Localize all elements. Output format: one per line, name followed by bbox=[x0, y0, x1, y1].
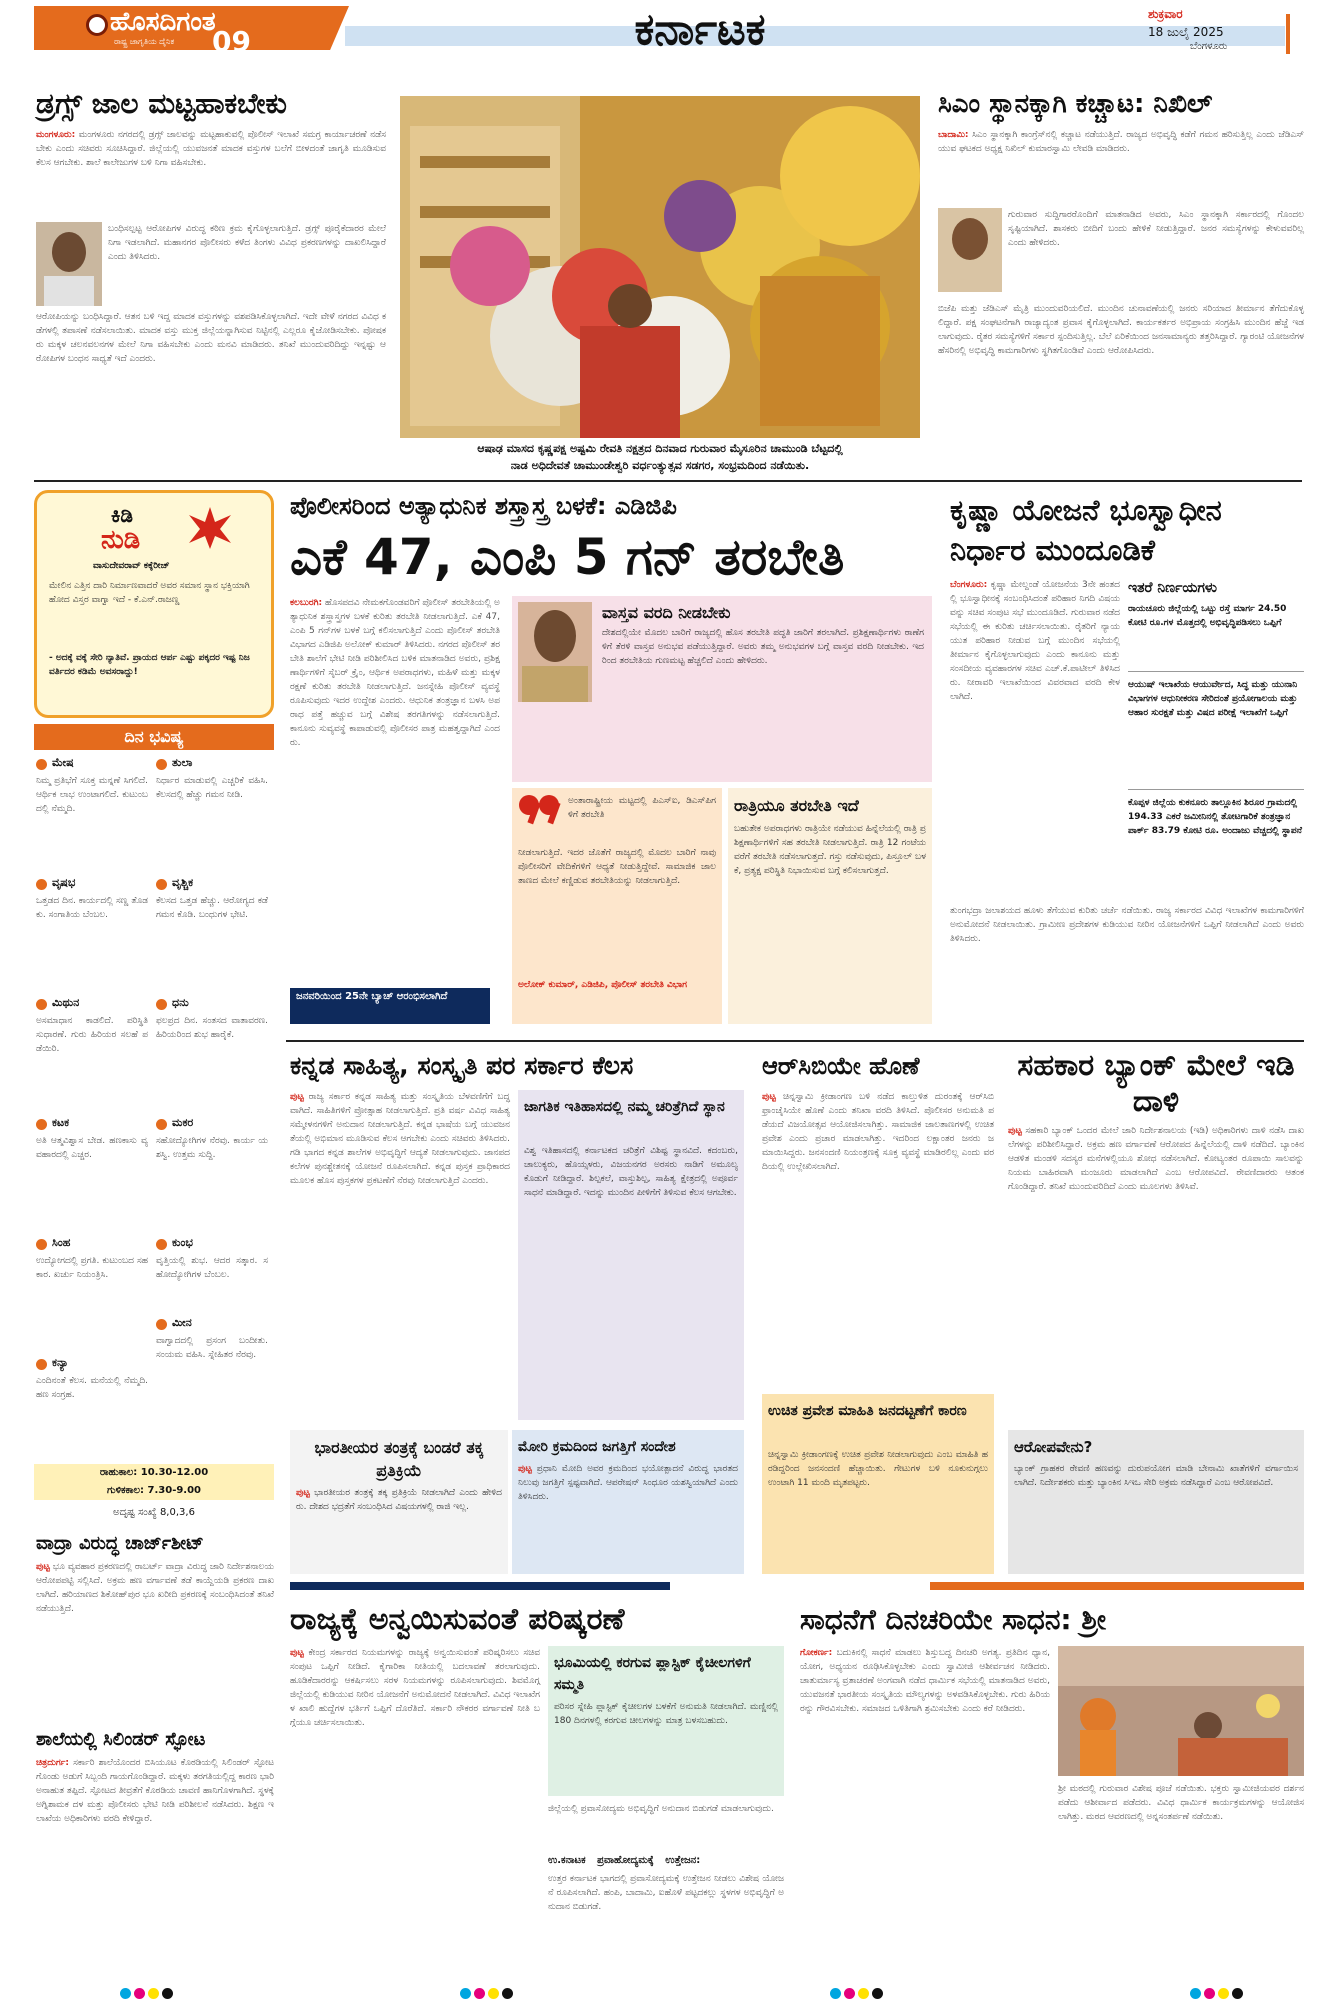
lucky-number: ಅದೃಷ್ಟ ಸಂಖ್ಯೆ 8,0,3,6 bbox=[113, 1507, 195, 1518]
ed-raid-text: ಪುಟ್ಟ ಸಹಕಾರಿ ಬ್ಯಾಂಕ್ ಒಂದರ ಮೇಲೆ ಜಾರಿ ನಿರ್ದೇಶನಾಲಯ (ಇಡಿ) ಅಧಿಕಾರಿಗಳು ದಾಳಿ ನಡೆಸಿ ದಾಖಲೆಗಳನ್ನು ಪರಿಶೀಲಿಸಿದ್ದಾರೆ. ಅಕ್ರಮ ಹಣ ವರ್ಗಾವಣೆ ಆರೋಪದ ಹಿನ್ನೆಲೆಯಲ್ಲಿ ದಾಳಿ ನಡೆದಿದೆ. ಬ್ಯಾಂಕಿನ ಆಡಳಿತ ಮಂಡಳಿ ಸದಸ್ಯರ ಮನೆಗಳಲ್ಲಿಯೂ ಶೋಧ ನಡೆಸಲಾಗಿದೆ. ಕೋಟ್ಯಂತರ ರೂಪಾಯಿ ಸಾಲವನ್ನು ನಿಯಮ ಬಾಹಿರವಾಗಿ ಮಂಜೂರು ಮಾಡಲಾಗಿದೆ ಎಂಬ ಆರೋಪವಿದೆ. ಠೇವಣಿದಾರರು ಆತಂಕಗೊಂಡಿದ್ದಾರೆ. ತನಿಖೆ ಮುಂದುವರಿದಿದೆ ಎಂದು ಮೂಲಗಳು ತಿಳಿಸಿವೆ. bbox=[1008, 1126, 1307, 1192]
sadhane-column-2: ಶ್ರೀ ಮಠದಲ್ಲಿ ಗುರುವಾರ ವಿಶೇಷ ಪೂಜೆ ನಡೆಯಿತು. ಭಕ್ತರು ಸ್ವಾಮೀಜಿಯವರ ದರ್ಶನ ಪಡೆದು ಆಶೀರ್ವಾದ ಪಡೆದರು. ವಿವಿಧ ಧಾರ್ಮಿಕ ಕಾರ್ಯಕ್ರಮಗಳನ್ನು ಆಯೋಜಿಸಲಾಗಿತ್ತು. ಮಠದ ಆವರಣದಲ್ಲಿ ಅನ್ನಸಂತರ್ಪಣೆ ನಡೆಯಿತು. bbox=[1058, 1784, 1307, 1822]
bandare-text: ಪುಟ್ಟ ಭಾರತೀಯರ ತಂತ್ರಕ್ಕೆ ತಕ್ಕ ಪ್ರತಿಕ್ರಿಯೆ ನೀಡಲಾಗಿದೆ ಎಂದು ಹೇಳಿದರು. ದೇಶದ ಭದ್ರತೆಗೆ ಸಂಬಂಧಿಸಿದ ವಿಷಯಗಳಲ್ಲಿ ರಾಜಿ ಇಲ್ಲ. bbox=[296, 1488, 502, 1512]
article-nikhil-text-mid: ಗುರುವಾರ ಸುದ್ದಿಗಾರರೊಂದಿಗೆ ಮಾತನಾಡಿದ ಅವರು, ಸಿಎಂ ಸ್ಥಾನಕ್ಕಾಗಿ ಸರ್ಕಾರದಲ್ಲಿ ಗೊಂದಲ ಸೃಷ್ಟಿಯಾಗಿದೆ. ಶಾಸಕರು ಬೀದಿಗೆ ಬಂದು ಹೇಳಿಕೆ ನೀಡುತ್ತಿದ್ದಾರೆ. ಜನರ ಸಮಸ್ಯೆಗಳನ್ನು ಕೇಳುವವರಿಲ್ಲ ಎಂದು ಹೇಳಿದರು. bbox=[1008, 210, 1307, 248]
masthead-orange-tick bbox=[1286, 14, 1290, 54]
article-nikhil-title: ಸಿಎಂ ಸ್ಥಾನಕ್ಕಾಗಿ ಕಚ್ಚಾಟ: ನಿಖಿಲ್ bbox=[938, 89, 1213, 119]
sahitya-column-1: ಪುಟ್ಟ ರಾಜ್ಯ ಸರ್ಕಾರ ಕನ್ನಡ ಸಾಹಿತ್ಯ ಮತ್ತು ಸಂಸ್ಕೃತಿಯ ಬೆಳವಣಿಗೆಗೆ ಬದ್ಧವಾಗಿದೆ. ಸಾಹಿತಿಗಳಿಗೆ ಪ್ರೋತ್ಸಾಹ ನೀಡಲಾಗುತ್ತಿದೆ. ಪ್ರತಿ ವರ್ಷ ವಿವಿಧ ಸಾಹಿತ್ಯ ಸಮ್ಮೇಳನಗಳಿಗೆ ಅನುದಾನ ನೀಡಲಾಗುತ್ತಿದೆ. ಕನ್ನಡ ಭಾಷೆಯ ಬಗ್ಗೆ ಯುವಜನತೆಯಲ್ಲಿ ಅಭಿಮಾನ ಮೂಡಿಸುವ ಕೆಲಸ ಆಗಬೇಕು ಎಂದು ಸಚಿವರು ತಿಳಿಸಿದರು. ಗಡಿ ಭಾಗದ ಕನ್ನಡ ಶಾಲೆಗಳ ಅಭಿವೃದ್ಧಿಗೆ ಆದ್ಯತೆ ನೀಡಲಾಗುವುದು. ಜಾನಪದ ಕಲೆಗಳ ಪುನಶ್ಚೇತನಕ್ಕೆ ಯೋಜನೆ ರೂಪಿಸಲಾಗಿದೆ. ಕನ್ನಡ ಪುಸ್ತಕ ಪ್ರಾಧಿಕಾರದ ಮೂಲಕ ಹೊಸ ಪುಸ್ತಕಗಳ ಪ್ರಕಟಣೆಗೆ ನೆರವು ನೀಡಲಾಗುತ್ತಿದೆ ಎಂದರು. bbox=[290, 1092, 513, 1186]
rcb-text: ಪುಟ್ಟ ಚಿನ್ನಸ್ವಾಮಿ ಕ್ರೀಡಾಂಗಣ ಬಳಿ ನಡೆದ ಕಾಲ್ತುಳಿತ ದುರಂತಕ್ಕೆ ಆರ್‌ಸಿಬಿ ಫ್ರಾಂಚೈಸಿಯೇ ಹೊಣೆ ಎಂದು ತನಿಖಾ ವರದಿ ತಿಳಿಸಿದೆ. ಪೊಲೀಸರ ಅನುಮತಿ ಪಡೆಯದೆ ವಿಜಯೋತ್ಸವ ಆಯೋಜಿಸಲಾಗಿತ್ತು. ಸಾಮಾಜಿಕ ಜಾಲತಾಣಗಳಲ್ಲಿ ಉಚಿತ ಪ್ರವೇಶ ಎಂದು ಪ್ರಚಾರ ಮಾಡಲಾಗಿತ್ತು. ಇದರಿಂದ ಲಕ್ಷಾಂತರ ಜನರು ಜಮಾಯಿಸಿದ್ದರು. ಜನಸಂದಣಿ ನಿಯಂತ್ರಣಕ್ಕೆ ಸೂಕ್ತ ವ್ಯವಸ್ಥೆ ಮಾಡಿರಲಿಲ್ಲ ಎಂದು ವರದಿಯಲ್ಲಿ ಉಲ್ಲೇಖಿಸಲಾಗಿದೆ. bbox=[762, 1092, 997, 1172]
adgp-night-box bbox=[728, 788, 932, 1024]
adgp-note: ಜನವರಿಯಿಂದ 25ನೇ ಬ್ಯಾಚ್ ಆರಂಭಿಸಲಾಗಿದೆ bbox=[290, 988, 490, 1024]
masthead-city: ಬೆಂಗಳೂರು bbox=[1190, 41, 1228, 52]
bandare-box bbox=[290, 1430, 508, 1574]
zodiac-sign-icon bbox=[36, 1359, 47, 1370]
photo-caption bbox=[400, 440, 920, 474]
parishkarane-dateline: ಪುಟ್ಟ bbox=[290, 1648, 304, 1658]
vadra-dateline: ಪುಟ್ಟ bbox=[36, 1562, 50, 1572]
photo-caption-line-1: ಆಷಾಢ ಮಾಸದ ಕೃಷ್ಣಪಕ್ಷ ಅಷ್ಟಮಿ ರೇವತಿ ನಕ್ಷತ್ರದ ದಿನವಾದ ಗುರುವಾರ ಮೈಸೂರಿನ ಚಾಮುಂಡಿ ಬೆಟ್ಟದಲ್ಲಿ bbox=[477, 442, 843, 455]
plastic-box bbox=[548, 1646, 784, 1796]
krishna-item-1: ರಾಯಚೂರು ಜಿಲ್ಲೆಯಲ್ಲಿ ಒಟ್ಟು ರಸ್ತೆ ಮಾರ್ಗ 24.50 ಕೋಟಿ ರೂ.ಗಳ ಮೊತ್ತದಲ್ಲಿ ಅಭಿವೃದ್ಧಿಪಡಿಸಲು ಒಪ್ಪಿಗೆ bbox=[1128, 602, 1304, 672]
divider-mid bbox=[286, 1040, 1304, 1042]
plastic-box-text: ಪರಿಸರ ಸ್ನೇಹಿ ಪ್ಲಾಸ್ಟಿಕ್ ಕೈಚೀಲಗಳ ಬಳಕೆಗೆ ಅನುಮತಿ ನೀಡಲಾಗಿದೆ. ಮಣ್ಣಿನಲ್ಲಿ 180 ದಿನಗಳಲ್ಲಿ ಕರಗುವ ಚೀಲಗಳನ್ನು ಮಾತ್ರ ಬಳಸಬಹುದು. bbox=[554, 1702, 781, 1726]
rashi-kanya: ಕನ್ಯಾ ಎಂದಿನಂತೆ ಕೆಲಸ. ಮನೆಯಲ್ಲಿ ನೆಮ್ಮದಿ. ಹಣ ಸಂಗ್ರಹ. bbox=[36, 1356, 151, 1400]
zodiac-sign-icon bbox=[156, 759, 167, 770]
kidi-word: ಕಿಡಿ bbox=[111, 503, 133, 527]
sahitya-box-title: ಜಾಗತಿಕ ಇತಿಹಾಸದಲ್ಲಿ ನಮ್ಮ ಚರಿತ್ರೆಗಿದೆ ಸ್ಥಾನ bbox=[524, 1099, 725, 1115]
masthead-tagline: ರಾಷ್ಟ್ರ ಜಾಗೃತಿಯ ದೈನಿಕ bbox=[114, 37, 175, 46]
rcb-box-text: ಚಿನ್ನಸ್ವಾಮಿ ಕ್ರೀಡಾಂಗಣಕ್ಕೆ ಉಚಿತ ಪ್ರವೇಶ ನೀಡಲಾಗುವುದು ಎಂಬ ಮಾಹಿತಿ ಹರಡಿದ್ದರಿಂದ ಜನಸಂದಣಿ ಹೆಚ್ಚಾಯಿತು. ಗೇಟುಗಳ ಬಳಿ ನೂಕುನುಗ್ಗಲು ಉಂಟಾಗಿ 11 ಮಂದಿ ಮೃತಪಟ್ಟರು. bbox=[768, 1450, 991, 1488]
article-nikhil-body bbox=[938, 128, 1307, 472]
masthead-day: ಶುಕ್ರವಾರ bbox=[1148, 7, 1183, 21]
adgp-night-title: ರಾತ್ರಿಯೂ ತರಬೇತಿ ಇದೆ bbox=[734, 796, 859, 815]
ed-raid-box-title: ಆರೋಪವೇನು? bbox=[1014, 1438, 1093, 1456]
adgp-column-1: ಕಲಬುರಗಿ: ಹೊಸಪದವಿ ನೇಮಕಗೊಂಡವರಿಗೆ ಪೊಲೀಸ್ ತರಬೇತಿಯಲ್ಲಿ ಅತ್ಯಾಧುನಿಕ ಶಸ್ತ್ರಾಸ್ತ್ರಗಳ ಬಳಕೆ ಕುರಿತು ತರಬೇತಿ ನೀಡಲಾಗುತ್ತಿದೆ. ಎಕೆ 47, ಎಂಪಿ 5 ಗನ್‌ಗಳ ಬಳಕೆ ಬಗ್ಗೆ ಕಲಿಸಲಾಗುತ್ತಿದೆ ಎಂದು ಪೊಲೀಸ್ ತರಬೇತಿ ವಿಭಾಗದ ಎಡಿಜಿಪಿ ಅಲೋಕ್ ಕುಮಾರ್ ತಿಳಿಸಿದರು. ನಗರದ ಪೊಲೀಸ್ ತರಬೇತಿ ಶಾಲೆಗೆ ಭೇಟಿ ನೀಡಿ ಪರಿಶೀಲಿಸಿದ ಬಳಿಕ ಮಾತನಾಡಿದ ಅವರು, ಪ್ರಶಿಕ್ಷಣಾರ್ಥಿಗಳಿಗೆ ಸೈಬರ್ ಕ್ರೈಂ, ಆರ್ಥಿಕ ಅಪರಾಧಗಳು, ಮಹಿಳೆ ಮತ್ತು ಮಕ್ಕಳ ರಕ್ಷಣೆ ಕುರಿತು ತರಬೇತಿ ನೀಡಲಾಗುತ್ತಿದೆ. ಜನಸ್ನೇಹಿ ಪೊಲೀಸ್ ವ್ಯವಸ್ಥೆ ರೂಪಿಸುವುದು ಇದರ ಉದ್ದೇಶ ಎಂದರು. ಆಧುನಿಕ ತಂತ್ರಜ್ಞಾನ ಬಳಸಿ ಅಪರಾಧ ಪತ್ತೆ ಹಚ್ಚುವ ಬಗ್ಗೆ ವಿಶೇಷ ತರಗತಿಗಳನ್ನು ನಡೆಸಲಾಗುತ್ತಿದೆ. ಕಾನೂನು ಸುವ್ಯವಸ್ಥೆ ಕಾಪಾಡುವಲ್ಲಿ ಪೊಲೀಸರ ಪಾತ್ರ ಮಹತ್ವದ್ದಾಗಿದೆ ಎಂದರು. bbox=[290, 598, 503, 748]
masthead bbox=[0, 0, 1334, 58]
ed-raid-dateline: ಪುಟ್ಟ bbox=[1008, 1126, 1022, 1136]
rcb-dateline: ಪುಟ್ಟ bbox=[762, 1092, 776, 1102]
rashi-mithuna: ಮಿಥುನ ಅಸಮಾಧಾನ ಕಾಡಲಿದೆ. ಪರಿಸ್ಥಿತಿ ಸುಧಾರಣೆ. ಗುರು ಹಿರಿಯರ ಸಲಹೆ ಪಡೆಯಿರಿ. bbox=[36, 996, 151, 1054]
krishna-dateline: ಬೆಂಗಳೂರು: bbox=[950, 580, 988, 590]
registration-mark-icon bbox=[830, 1988, 886, 2002]
rcb-title: ಆರ್‌ಸಿಬಿಯೇ ಹೊಣೆ bbox=[762, 1052, 920, 1080]
parishkarane-subheads bbox=[548, 1852, 784, 1870]
vadra-text: ಪುಟ್ಟ ಭೂ ವ್ಯವಹಾರ ಪ್ರಕರಣದಲ್ಲಿ ರಾಬರ್ಟ್ ವಾದ್ರಾ ವಿರುದ್ಧ ಜಾರಿ ನಿರ್ದೇಶನಾಲಯ ಆರೋಪಪಟ್ಟಿ ಸಲ್ಲಿಸಿದೆ. ಅಕ್ರಮ ಹಣ ವರ್ಗಾವಣೆ ತಡೆ ಕಾಯ್ದೆಯಡಿ ಪ್ರಕರಣ ದಾಖಲಾಗಿದೆ. ಹರಿಯಾಣದ ಶಿಕೋಹ್‌ಪುರ ಭೂ ಖರೀದಿ ಪ್ರಕರಣಕ್ಕೆ ಸಂಬಂಧಿಸಿದಂತೆ ತನಿಖೆ ನಡೆಯುತ್ತಿದೆ. bbox=[36, 1562, 277, 1614]
plastic-box-title: ಭೂಮಿಯಲ್ಲಿ ಕರಗುವ ಪ್ಲಾಸ್ಟಿಕ್ ಕೈಚೀಲಗಳಿಗೆ ಸಮ್ಮತಿ bbox=[554, 1655, 751, 1693]
rashi-kataka: ಕಟಕ ಅತಿ ಆತ್ಮವಿಶ್ವಾಸ ಬೇಡ. ಹಣಕಾಸು ವ್ಯವಹಾರದಲ್ಲಿ ಎಚ್ಚರ. bbox=[36, 1116, 148, 1160]
adgp-headline: ಎಕೆ 47, ಎಂಪಿ 5 ಗನ್ ತರಬೇತಿ bbox=[290, 528, 845, 586]
adgp-quote-text-2: ನೀಡಲಾಗುತ್ತಿದೆ. ಇದರ ಜೊತೆಗೆ ರಾಜ್ಯದಲ್ಲಿ ಮೊದಲ ಬಾರಿಗೆ ನಾವು ಪೊಲೀಸರಿಗೆ ವೇದಿಕೆಗಳಿಗೆ ಆಧ್ಯತೆ ನೀಡುತ್ತಿದ್ದೇವೆ. ಸಾಮಾಜಿಕ ಜಾಲತಾಣದ ಮೇಲೆ ಕಣ್ಣಿಡುವ ತರಬೇತಿಯನ್ನು ನೀಡಲಾಗುತ್ತಿದೆ. bbox=[518, 848, 719, 886]
adgp-dateline: ಕಲಬುರಗಿ: bbox=[290, 598, 323, 608]
sahitya-title: ಕನ್ನಡ ಸಾಹಿತ್ಯ, ಸಂಸ್ಕೃತಿ ಪರ ಸರ್ಕಾರ ಕೆಲಸ bbox=[290, 1051, 634, 1080]
rashi-vrishabha: ವೃಷಭ ಒತ್ತಡದ ದಿನ. ಕಾರ್ಯದಲ್ಲಿ ಸಣ್ಣ ತೊಡಕು. ಸಂಗಾತಿಯ ಬೆಂಬಲ. bbox=[36, 876, 148, 920]
divider-top bbox=[34, 480, 1302, 482]
bandare-title: ಭಾರತೀಯರ ತಂತ್ರಕ್ಕೆ ಬಂಡರೆ ತಕ್ಕ ಪ್ರತಿಕ್ರಿಯೆ bbox=[314, 1438, 484, 1480]
parishkarane-column-1: ಪುಟ್ಟ ಕೇಂದ್ರ ಸರ್ಕಾರದ ನಿಯಮಗಳನ್ನು ರಾಜ್ಯಕ್ಕೆ ಅನ್ವಯಿಸುವಂತೆ ಪರಿಷ್ಕರಿಸಲು ಸಚಿವ ಸಂಪುಟ ಒಪ್ಪಿಗೆ ನೀಡಿದೆ. ಕೈಗಾರಿಕಾ ನೀತಿಯಲ್ಲಿ ಬದಲಾವಣೆ ತರಲಾಗುವುದು. ಹೂಡಿಕೆದಾರರನ್ನು ಆಕರ್ಷಿಸಲು ಸರಳ ನಿಯಮಗಳನ್ನು ರೂಪಿಸಲಾಗುವುದು. ಶಿವಮೊಗ್ಗ ಜಿಲ್ಲೆಯಲ್ಲಿ ಕುಡಿಯುವ ನೀರಿನ ಯೋಜನೆಗೆ ಅನುಮೋದನೆ ನೀಡಲಾಗಿದೆ. ವಿವಿಧ ಇಲಾಖೆಗಳ ಖಾಲಿ ಹುದ್ದೆಗಳ ಭರ್ತಿಗೆ ಒಪ್ಪಿಗೆ ದೊರೆತಿದೆ. ಸರ್ಕಾರಿ ನೌಕರರ ವರ್ಗಾವಣೆ ನೀತಿ ಬಗ್ಗೆಯೂ ಚರ್ಚಿಸಲಾಯಿತು. bbox=[290, 1648, 543, 1728]
adgp-quote-text: ಅಂತಾರಾಷ್ಟ್ರೀಯ ಮಟ್ಟದಲ್ಲಿ ಪಿಎಸ್‌ಐ, ಡಿಎಸ್‌ಪಿಗಳಿಗೆ ತರಬೇತಿ bbox=[568, 796, 716, 820]
krishna-item-2: ಆಯುಷ್ ಇಲಾಖೆಯ ಆಯುರ್ವೇದ, ಸಿದ್ಧ ಮತ್ತು ಯುನಾನಿ ವಿಭಾಗಗಳ ಆಧುನೀಕರಣ ಸೇರಿದಂತೆ ಪ್ರಯೋಗಾಲಯ ಮತ್ತು ಆಹಾರ ಸುರಕ್ಷತೆ ಮತ್ತು ವಿಷದ ಪರೀಕ್ಷೆ ಇಲಾಖೆಗೆ ಒಪ್ಪಿಗೆ bbox=[1128, 678, 1304, 790]
adgp-box-text: ದೇಶದಲ್ಲಿಯೇ ಮೊದಲ ಬಾರಿಗೆ ರಾಜ್ಯದಲ್ಲಿ ಹೊಸ ತರಬೇತಿ ಪದ್ಧತಿ ಜಾರಿಗೆ ತರಲಾಗಿದೆ. ಪ್ರಶಿಕ್ಷಣಾರ್ಥಿಗಳು ಠಾಣೆಗಳಿಗೆ ತೆರಳಿ ವಾಸ್ತವ ಅನುಭವ ಪಡೆಯುತ್ತಿದ್ದಾರೆ. ಅವರು ತಮ್ಮ ಅನುಭವಗಳ ಬಗ್ಗೆ ವಾಸ್ತವ ವರದಿ ನೀಡಬೇಕು. ಇದರಿಂದ ತರಬೇತಿಯ ಗುಣಮಟ್ಟ ಹೆಚ್ಚಲಿದೆ ಎಂದು ಹೇಳಿದರು. bbox=[602, 628, 924, 666]
registration-mark-icon bbox=[1190, 1988, 1246, 2002]
krishna-sidebar-title: ಇತರೆ ನಿರ್ಣಯಗಳು bbox=[1128, 580, 1217, 596]
horoscope-grid bbox=[34, 756, 274, 1456]
center-photo bbox=[400, 96, 920, 438]
registration-mark-icon bbox=[460, 1988, 516, 2002]
photo-caption-line-2: ನಾಡ ಅಧಿದೇವತೆ ಚಾಮುಂಡೇಶ್ವರಿ ವರ್ಧಂತ್ಯುತ್ಸವ ಸಡಗರ, ಸಂಭ್ರಮದಿಂದ ನಡೆಯಿತು. bbox=[510, 459, 810, 472]
article-drugs-text-top: ಮಂಗಳೂರು: ಮಂಗಳೂರು ನಗರದಲ್ಲಿ ಡ್ರಗ್ಸ್ ಜಾಲವನ್ನು ಮಟ್ಟಹಾಕುವಲ್ಲಿ ಪೊಲೀಸ್ ಇಲಾಖೆ ಸಮಗ್ರ ಕಾರ್ಯಾಚರಣೆ ನಡೆಸಬೇಕು ಎಂದು ಸಚಿವರು ಸೂಚಿಸಿದ್ದಾರೆ. ಜಿಲ್ಲೆಯಲ್ಲಿ ಯುವಜನತೆ ಮಾದಕ ವಸ್ತುಗಳ ಬಲೆಗೆ ಬೀಳದಂತೆ ಜಾಗೃತಿ ಮೂಡಿಸುವ ಕೆಲಸ ಆಗಬೇಕು. ಶಾಲೆ ಕಾಲೇಜುಗಳ ಬಳಿ ನಿಗಾ ವಹಿಸಬೇಕು. bbox=[36, 130, 389, 168]
modi-box bbox=[512, 1430, 744, 1574]
ed-raid-box bbox=[1008, 1430, 1304, 1574]
sadhane-column-1: ಗೋಕರ್ಣ: ಬದುಕಿನಲ್ಲಿ ಸಾಧನೆ ಮಾಡಲು ಶಿಸ್ತುಬದ್ಧ ದಿನಚರಿ ಅಗತ್ಯ. ಪ್ರತಿದಿನ ಧ್ಯಾನ, ಯೋಗ, ಅಧ್ಯಯನ ರೂಢಿಸಿಕೊಳ್ಳಬೇಕು ಎಂದು ಸ್ವಾಮೀಜಿ ಆಶೀರ್ವಚನ ನೀಡಿದರು. ಚಾತುರ್ಮಾಸ್ಯ ವ್ರತಾಚರಣೆ ಅಂಗವಾಗಿ ನಡೆದ ಧಾರ್ಮಿಕ ಸಭೆಯಲ್ಲಿ ಮಾತನಾಡಿದ ಅವರು, ಯುವಜನತೆ ಭಾರತೀಯ ಸಂಸ್ಕೃತಿಯ ಮೌಲ್ಯಗಳನ್ನು ಅಳವಡಿಸಿಕೊಳ್ಳಬೇಕು. ಗುರು ಹಿರಿಯರನ್ನು ಗೌರವಿಸಬೇಕು. ಸಮಾಜದ ಒಳಿತಿಗಾಗಿ ಶ್ರಮಿಸಬೇಕು ಎಂದು ಕರೆ ನೀಡಿದರು. bbox=[800, 1648, 1053, 1714]
rashi-vrishchika: ವೃಶ್ಚಿಕ ಕೆಲಸದ ಒತ್ತಡ ಹೆಚ್ಚು. ಆರೋಗ್ಯದ ಕಡೆ ಗಮನ ಕೊಡಿ. ಬಂಧುಗಳ ಭೇಟಿ. bbox=[156, 876, 271, 920]
divider-orange-bar bbox=[930, 1582, 1304, 1590]
rcb-box-title: ಉಚಿತ ಪ್ರವೇಶ ಮಾಹಿತಿ ಜನದಟ್ಟಣೆಗೆ ಕಾರಣ bbox=[768, 1403, 967, 1419]
krishna-item-3: ಕೊಪ್ಪಳ ಜಿಲ್ಲೆಯ ಕುಕನೂರು ತಾಲ್ಲೂಕಿನ ಶಿರೂರ ಗ್ರಾಮದಲ್ಲಿ 194.33 ಎಕರೆ ಜಮೀನಿನಲ್ಲಿ ತೋಟಗಾರಿಕೆ ತಂತ್ರಜ್ಞಾನ ಪಾರ್ಕ್ 83.79 ಕೋಟಿ ರೂ. ಅಂದಾಜು ವೆಚ್ಚದಲ್ಲಿ ಸ್ಥಾಪನೆ bbox=[1128, 798, 1302, 836]
horoscope-header: ದಿನ ಭವಿಷ್ಯ bbox=[34, 724, 274, 750]
modi-text: ಪುಟ್ಟ ಪ್ರಧಾನಿ ಮೋದಿ ಅವರ ಕ್ರಮದಿಂದ ಭಯೋತ್ಪಾದನೆ ವಿರುದ್ಧ ಭಾರತದ ನಿಲುವು ಜಗತ್ತಿಗೆ ಸ್ಪಷ್ಟವಾಗಿದೆ. ಆಪರೇಷನ್ ಸಿಂಧೂರ ಯಶಸ್ವಿಯಾಗಿದೆ ಎಂದು ತಿಳಿಸಿದರು. bbox=[518, 1464, 741, 1502]
rashi-meena: ಮೀನ ವಾಗ್ವಾದದಲ್ಲಿ ಪ್ರಸಂಗ ಬಂದೀತು. ಸಂಯಮ ವಹಿಸಿ. ಸ್ನೇಹಿತರ ನೆರವು. bbox=[156, 1316, 271, 1360]
registration-mark-icon bbox=[120, 1988, 176, 2002]
sadhane-title: ಸಾಧನೆಗೆ ದಿನಚರಿಯೇ ಸಾಧನ: ಶ್ರೀ bbox=[800, 1603, 1107, 1636]
zodiac-sign-icon bbox=[36, 1239, 47, 1250]
article-nikhil-text-bottom: ಬಿಜೆಪಿ ಮತ್ತು ಜೆಡಿಎಸ್ ಮೈತ್ರಿ ಮುಂದುವರಿಯಲಿದೆ. ಮುಂದಿನ ಚುನಾವಣೆಯಲ್ಲಿ ಜನರು ಸರಿಯಾದ ತೀರ್ಮಾನ ತೆಗೆದುಕೊಳ್ಳಲಿದ್ದಾರೆ. ಪಕ್ಷ ಸಂಘಟನೆಗಾಗಿ ರಾಜ್ಯಾದ್ಯಂತ ಪ್ರವಾಸ ಕೈಗೊಳ್ಳಲಾಗಿದೆ. ಕಾರ್ಯಕರ್ತರ ಅಭಿಪ್ರಾಯ ಸಂಗ್ರಹಿಸಿ ಮುಂದಿನ ಹೆಜ್ಜೆ ಇಡಲಾಗುವುದು. ರೈತರ ಸಮಸ್ಯೆಗಳಿಗೆ ಸರ್ಕಾರ ಸ್ಪಂದಿಸುತ್ತಿಲ್ಲ. ಬೆಲೆ ಏರಿಕೆಯಿಂದ ಜನಸಾಮಾನ್ಯರು ತತ್ತರಿಸಿದ್ದಾರೆ. ಗ್ಯಾರಂಟಿ ಯೋಜನೆಗಳ ಹೆಸರಿನಲ್ಲಿ ಅಭಿವೃದ್ಧಿ ಕಾಮಗಾರಿಗಳು ಸ್ಥಗಿತಗೊಂಡಿವೆ ಎಂದು ಆರೋಪಿಸಿದರು. bbox=[938, 304, 1307, 356]
nudi-word: ನುಡಿ bbox=[101, 525, 141, 555]
ed-raid-title: ಸಹಕಾರ ಬ್ಯಾಂಕ್ ಮೇಲೆ ಇಡಿ ದಾಳಿ bbox=[1017, 1048, 1295, 1119]
page-number: 09 bbox=[212, 25, 251, 58]
rashi-makara: ಮಕರ ಸಹೋದ್ಯೋಗಿಗಳ ನೆರವು. ಕಾರ್ಯ ಯಶಸ್ವಿ. ಉತ್ತಮ ಸುದ್ದಿ. bbox=[156, 1116, 268, 1160]
sahitya-box bbox=[518, 1090, 744, 1420]
rahukala: ರಾಹುಕಾಲ: 10.30-12.00 bbox=[99, 1467, 209, 1478]
quote-marks-icon bbox=[518, 794, 562, 828]
krishna-sidebar bbox=[1128, 578, 1304, 898]
zodiac-sign-icon bbox=[156, 1239, 167, 1250]
rashi-tula: ತುಲಾ ನಿರ್ಧಾರ ಮಾಡುವಲ್ಲಿ ಎಚ್ಚರಿಕೆ ವಹಿಸಿ. ಕೆಲಸದಲ್ಲಿ ಹೆಚ್ಚು ಗಮನ ನೀಡಿ. bbox=[156, 756, 271, 800]
sahitya-dateline: ಪುಟ್ಟ bbox=[290, 1092, 304, 1102]
sadhane-dateline: ಗೋಕರ್ಣ: bbox=[800, 1648, 833, 1658]
kidi-line-1: ಮೇಲಿನ ಎತ್ತಿನ ದಾರಿ ನಿರ್ಮಾಣವಾದರೆ ಅವರ ಸಮಾನ ಸ್ಥಾನ ಭಕ್ತಿಯಾಗಿ ಹೋದ ವಿಸ್ತರ ವಾಗ್ವಾ ಇದೆ - ಕೆ.ಎನ್.ರಾಜಣ್ಣ bbox=[49, 581, 250, 605]
article-drugs-title: ಡ್ರಗ್ಸ್ ಜಾಲ ಮಟ್ಟಹಾಕಬೇಕು bbox=[36, 87, 287, 120]
krishna-column-2: ತುಂಗಭದ್ರಾ ಜಲಾಶಯದ ಹೂಳು ತೆಗೆಯುವ ಕುರಿತು ಚರ್ಚೆ ನಡೆಯಿತು. ರಾಜ್ಯ ಸರ್ಕಾರದ ವಿವಿಧ ಇಲಾಖೆಗಳ ಕಾಮಗಾರಿಗಳಿಗೆ ಅನುಮೋದನೆ ನೀಡಲಾಯಿತು. ಗ್ರಾಮೀಣ ಪ್ರದೇಶಗಳ ಕುಡಿಯುವ ನೀರಿನ ಯೋಜನೆಗಳಿಗೆ ಒಪ್ಪಿಗೆ ನೀಡಲಾಗಿದೆ ಎಂದು ಅವರು ತಿಳಿಸಿದರು. bbox=[950, 906, 1307, 944]
rahukala-box bbox=[34, 1464, 274, 1500]
modi-dateline: ಪುಟ್ಟ bbox=[518, 1464, 532, 1474]
krishna-column-1: ಬೆಂಗಳೂರು: ಕೃಷ್ಣಾ ಮೇಲ್ದಂಡೆ ಯೋಜನೆಯ 3ನೇ ಹಂತದಲ್ಲಿ ಭೂಸ್ವಾಧೀನಕ್ಕೆ ಸಂಬಂಧಿಸಿದಂತೆ ಪರಿಹಾರ ನಿಗದಿ ವಿಷಯವನ್ನು ಸಚಿವ ಸಂಪುಟ ಸಭೆ ಮುಂದೂಡಿದೆ. ಗುರುವಾರ ನಡೆದ ಸಭೆಯಲ್ಲಿ ಈ ಕುರಿತು ಚರ್ಚಿಸಲಾಯಿತು. ರೈತರಿಗೆ ನ್ಯಾಯಯುತ ಪರಿಹಾರ ನೀಡುವ ಬಗ್ಗೆ ಮುಂದಿನ ಸಭೆಯಲ್ಲಿ ತೀರ್ಮಾನ ಕೈಗೊಳ್ಳಲಾಗುವುದು ಎಂದು ಕಾನೂನು ಮತ್ತು ಸಂಸದೀಯ ವ್ಯವಹಾರಗಳ ಸಚಿವ ಎಚ್.ಕೆ.ಪಾಟೀಲ್ ತಿಳಿಸಿದರು. ನೀರಾವರಿ ಇಲಾಖೆಯಿಂದ ವಿವರವಾದ ವರದಿ ಕೇಳಲಾಗಿದೆ. bbox=[950, 580, 1123, 702]
vadra-title: ವಾದ್ರಾ ವಿರುದ್ಧ ಚಾರ್ಜ್‌ಶೀಟ್ bbox=[36, 1533, 204, 1554]
zodiac-sign-icon bbox=[36, 1119, 47, 1130]
parishkarane-column-2: ಜಿಲ್ಲೆಯಲ್ಲಿ ಪ್ರವಾಸೋದ್ಯಮ ಅಭಿವೃದ್ಧಿಗೆ ಅನುದಾನ ಬಿಡುಗಡೆ ಮಾಡಲಾಗುವುದು. bbox=[548, 1804, 774, 1814]
rashi-mesha: ಮೇಷ ನಿಮ್ಮ ಪ್ರತಿಭೆಗೆ ಸೂಕ್ತ ಮನ್ನಣೆ ಸಿಗಲಿದೆ. ಆರ್ಥಿಕ ಲಾಭ ಉಂಟಾಗಲಿದೆ. ಕುಟುಂಬದಲ್ಲಿ ನೆಮ್ಮದಿ. bbox=[36, 756, 151, 814]
temple-photo-illustration bbox=[400, 96, 920, 438]
swamiji-photo-illustration bbox=[1058, 1646, 1304, 1776]
parishkarane-title: ರಾಜ್ಯಕ್ಕೆ ಅನ್ವಯಿಸುವಂತೆ ಪರಿಷ್ಕರಣೆ bbox=[290, 1602, 625, 1637]
subhead-1: ಉ.ಕನಾಟಕ bbox=[548, 1855, 586, 1866]
article-drugs-dateline: ಮಂಗಳೂರು: bbox=[36, 130, 76, 140]
zodiac-sign-icon bbox=[36, 759, 47, 770]
cylinder-text: ಚಿತ್ರದುರ್ಗ: ಸರ್ಕಾರಿ ಶಾಲೆಯೊಂದರ ಬಿಸಿಯೂಟ ಕೊಠಡಿಯಲ್ಲಿ ಸಿಲಿಂಡರ್ ಸ್ಫೋಟಗೊಂಡು ಅಡುಗೆ ಸಿಬ್ಬಂದಿ ಗಾಯಗೊಂಡಿದ್ದಾರೆ. ಮಕ್ಕಳು ತರಗತಿಯಲ್ಲಿದ್ದ ಕಾರಣ ಭಾರಿ ಅನಾಹುತ ತಪ್ಪಿದೆ. ಸ್ಫೋಟದ ತೀವ್ರತೆಗೆ ಕೊಠಡಿಯ ಚಾವಣಿ ಹಾನಿಗೊಳಗಾಗಿದೆ. ಸ್ಥಳಕ್ಕೆ ಅಗ್ನಿಶಾಮಕ ದಳ ಮತ್ತು ಪೊಲೀಸರು ಭೇಟಿ ನೀಡಿ ಪರಿಶೀಲನೆ ನಡೆಸಿದರು. ಶಿಕ್ಷಣ ಇಲಾಖೆಯ ಅಧಿಕಾರಿಗಳು ವರದಿ ಕೇಳಿದ್ದಾರೆ. bbox=[36, 1758, 277, 1824]
subhead-3: ಉತ್ತೇಜನ: bbox=[665, 1855, 701, 1866]
kidi-nudi-box bbox=[34, 490, 274, 718]
zodiac-sign-icon bbox=[156, 1319, 167, 1330]
zodiac-sign-icon bbox=[36, 999, 47, 1010]
sahitya-box-text: ವಿಶ್ವ ಇತಿಹಾಸದಲ್ಲಿ ಕರ್ನಾಟಕದ ಚರಿತ್ರೆಗೆ ವಿಶಿಷ್ಟ ಸ್ಥಾನವಿದೆ. ಕದಂಬರು, ಚಾಲುಕ್ಯರು, ಹೊಯ್ಸಳರು, ವಿಜಯನಗರ ಅರಸರು ನಾಡಿಗೆ ಅಮೂಲ್ಯ ಕೊಡುಗೆ ನೀಡಿದ್ದಾರೆ. ಶಿಲ್ಪಕಲೆ, ವಾಸ್ತುಶಿಲ್ಪ, ಸಾಹಿತ್ಯ ಕ್ಷೇತ್ರದಲ್ಲಿ ಅಪೂರ್ವ ಸಾಧನೆ ಮಾಡಿದ್ದಾರೆ. ಇದನ್ನು ಮುಂದಿನ ಪೀಳಿಗೆಗೆ ತಿಳಿಸುವ ಕೆಲಸ ಆಗಬೇಕು. bbox=[524, 1146, 741, 1198]
cylinder-dateline: ಚಿತ್ರದುರ್ಗ: bbox=[36, 1758, 70, 1768]
krishna-title: ಕೃಷ್ಣಾ ಯೋಜನೆ ಭೂಸ್ವಾಧೀನ ನಿರ್ಧಾರ ಮುಂದೂಡಿಕೆ bbox=[950, 493, 1222, 567]
divider-blue-bar bbox=[290, 1582, 670, 1590]
nikhil-face bbox=[952, 218, 988, 260]
subhead-2: ಪ್ರವಾಹೋದ್ಯಮಕ್ಕೆ bbox=[597, 1855, 654, 1866]
article-nikhil-dateline: ಬಾದಾಮಿ: bbox=[938, 130, 969, 140]
cylinder-title: ಶಾಲೆಯಲ್ಲಿ ಸಿಲಿಂಡರ್ ಸ್ಫೋಟ bbox=[36, 1729, 206, 1750]
kidi-line-2: - ಅದಕ್ಕೆ ವಕ್ಕೆ ಸೇರಿ ನ್ಯಾತಿವೆ. ಪ್ರಾಯದ ಆರ್ಪ ಎಷ್ಟು ಪಕ್ಕದರ ಇಷ್ಟ ನಿಜ ವರ್ತಿದರ ಕಡಿಮೆ ಅವಸರಾದ್ದು! bbox=[49, 653, 250, 677]
rashi-dhanu: ಧನು ಫಲಪ್ರದ ದಿನ. ಸಂತಸದ ವಾತಾವರಣ. ಹಿರಿಯರಿಂದ ಶುಭ ಹಾರೈಕೆ. bbox=[156, 996, 271, 1040]
kidi-author: ವಾಸುದೇವರಾವ್ ಕಕ್ಕೆರೀಜ್ bbox=[93, 561, 170, 571]
adgp-uniform bbox=[522, 666, 588, 702]
sadhane-photo bbox=[1058, 1646, 1304, 1776]
burst-icon bbox=[187, 505, 233, 551]
zodiac-sign-icon bbox=[36, 879, 47, 890]
adgp-box-title: ವಾಸ್ತವ ವರದಿ ನೀಡಬೇಕು bbox=[602, 603, 731, 622]
adgp-quote-sign: ಅಲೋಕ್ ಕುಮಾರ್, ಎಡಿಜಿಪಿ, ಪೊಲೀಸ್ ತರಬೇತಿ ವಿಭಾಗ bbox=[518, 980, 687, 990]
rcb-box bbox=[762, 1394, 994, 1574]
parishkarane-column-3: ಉತ್ತರ ಕರ್ನಾಟಕ ಭಾಗದಲ್ಲಿ ಪ್ರವಾಸೋದ್ಯಮಕ್ಕೆ ಉತ್ತೇಜನ ನೀಡಲು ವಿಶೇಷ ಯೋಜನೆ ರೂಪಿಸಲಾಗಿದೆ. ಹಂಪಿ, ಬಾದಾಮಿ, ಐಹೊಳೆ ಪಟ್ಟದಕಲ್ಲು ಸ್ಥಳಗಳ ಅಭಿವೃದ್ಧಿಗೆ ಅನುದಾನ ಬಿಡುಗಡೆ. bbox=[548, 1874, 784, 1912]
adgp-kicker: ಪೊಲೀಸರಿಂದ ಅತ್ಯಾಧುನಿಕ ಶಸ್ತ್ರಾಸ್ತ್ರ ಬಳಕೆ: ಎಡಿಜಿಪಿ bbox=[290, 492, 677, 520]
adgp-night-text: ಬಹುತೇಕ ಅಪರಾಧಗಳು ರಾತ್ರಿಯೇ ನಡೆಯುವ ಹಿನ್ನೆಲೆಯಲ್ಲಿ ರಾತ್ರಿ ಪ್ರಶಿಕ್ಷಣಾರ್ಥಿಗಳಿಗೆ ಸಹ ತರಬೇತಿ ನೀಡಲಾಗುತ್ತಿದೆ. ರಾತ್ರಿ 12 ಗಂಟೆಯವರೆಗೆ ತರಬೇತಿ ನಡೆಸಲಾಗುತ್ತದೆ. ಗಸ್ತು ನಡೆಸುವುದು, ಪಿಸ್ತೂಲ್ ಬಳಕೆ, ಪ್ರತ್ಯಕ್ಷ ಪರಿಸ್ಥಿತಿ ನಿಭಾಯಿಸುವ ಬಗ್ಗೆ ಕಲಿಸಲಾಗುತ್ತದೆ. bbox=[734, 824, 926, 876]
article-nikhil-text-top: ಬಾದಾಮಿ: ಸಿಎಂ ಸ್ಥಾನಕ್ಕಾಗಿ ಕಾಂಗ್ರೆಸ್‌ನಲ್ಲಿ ಕಚ್ಚಾಟ ನಡೆಯುತ್ತಿದೆ. ರಾಜ್ಯದ ಅಭಿವೃದ್ಧಿ ಕಡೆಗೆ ಗಮನ ಹರಿಸುತ್ತಿಲ್ಲ ಎಂದು ಜೆಡಿಎಸ್ ಯುವ ಘಟಕದ ಅಧ್ಯಕ್ಷ ನಿಖಿಲ್ ಕುಮಾರಸ್ವಾಮಿ ಲೇವಡಿ ಮಾಡಿದರು. bbox=[938, 130, 1307, 154]
article-drugs-body bbox=[36, 128, 389, 436]
zodiac-sign-icon bbox=[156, 999, 167, 1010]
adgp-face bbox=[534, 610, 576, 662]
portrait-face bbox=[52, 232, 86, 272]
modi-title: ಮೋರಿ ಕ್ರಮದಿಂದ ಜಗತ್ತಿಗೆ ಸಂದೇಶ bbox=[518, 1439, 676, 1455]
masthead-logo: ಹೊಸದಿಗಂತ bbox=[110, 7, 216, 37]
gulikakala: ಗುಳಿಕಕಾಲ: 7.30-9.00 bbox=[106, 1485, 202, 1496]
ed-raid-box-text: ಬ್ಯಾಂಕ್ ಗ್ರಾಹಕರ ಠೇವಣಿ ಹಣವನ್ನು ದುರುಪಯೋಗ ಮಾಡಿ ಬೇನಾಮಿ ಖಾತೆಗಳಿಗೆ ವರ್ಗಾಯಿಸಲಾಗಿದೆ. ನಿರ್ದೇಶಕರು ಮತ್ತು ಬ್ಯಾಂಕಿನ ಸಿಇಒ ಸೇರಿ ಅಕ್ರಮ ನಡೆಸಿದ್ದಾರೆ ಎಂಬ ಆರೋಪವಿದೆ. bbox=[1014, 1464, 1298, 1488]
masthead-date: 18 ಜುಲೈ 2025 bbox=[1148, 25, 1224, 39]
zodiac-sign-icon bbox=[156, 1119, 167, 1130]
article-drugs-text-bottom: ಆರೋಪಿಯನ್ನು ಬಂಧಿಸಿದ್ದಾರೆ. ಆತನ ಬಳಿ ಇದ್ದ ಮಾದಕ ವಸ್ತುಗಳನ್ನು ವಶಪಡಿಸಿಕೊಳ್ಳಲಾಗಿದೆ. ಇದೇ ವೇಳೆ ನಗರದ ವಿವಿಧ ಕಡೆಗಳಲ್ಲಿ ತಪಾಸಣೆ ನಡೆಸಲಾಯಿತು. ಮಾದಕ ವಸ್ತು ಮುಕ್ತ ಜಿಲ್ಲೆಯನ್ನಾಗಿಸುವ ನಿಟ್ಟಿನಲ್ಲಿ ಎಲ್ಲರೂ ಕೈಜೋಡಿಸಬೇಕು. ಪೋಷಕರು ಮಕ್ಕಳ ಚಲನವಲನಗಳ ಮೇಲೆ ನಿಗಾ ವಹಿಸಬೇಕು ಎಂದು ಮನವಿ ಮಾಡಿದರು. ತನಿಖೆ ಮುಂದುವರಿದಿದ್ದು ಇನ್ನಷ್ಟು ಆರೋಪಿಗಳ ಬಂಧನ ಸಾಧ್ಯತೆ ಇದೆ ಎಂದರು. bbox=[36, 312, 386, 364]
article-drugs-text-mid: ಬಂಧಿಸಲ್ಪಟ್ಟ ಆರೋಪಿಗಳ ವಿರುದ್ಧ ಕಠಿಣ ಕ್ರಮ ಕೈಗೊಳ್ಳಲಾಗುತ್ತಿದೆ. ಡ್ರಗ್ಸ್ ಪೂರೈಕೆದಾರರ ಮೇಲೆ ನಿಗಾ ಇಡಲಾಗಿದೆ. ಮಹಾನಗರ ಪೊಲೀಸರು ಕಳೆದ ತಿಂಗಳು ವಿವಿಧ ಪ್ರಕರಣಗಳನ್ನು ದಾಖಲಿಸಿದ್ದಾರೆ ಎಂದು ತಿಳಿಸಿದರು. bbox=[108, 224, 389, 262]
rashi-kumbha: ಕುಂಭ ವೃತ್ತಿಯಲ್ಲಿ ಶುಭ. ಆದರ ಸತ್ಕಾರ. ಸಹೋದ್ಯೋಗಿಗಳ ಬೆಂಬಲ. bbox=[156, 1236, 268, 1280]
section-title: ಕರ್ನಾಟಕ bbox=[634, 4, 766, 55]
bandare-dateline: ಪುಟ್ಟ bbox=[296, 1488, 310, 1498]
sun-emblem-icon bbox=[86, 14, 108, 36]
adgp-pink-box bbox=[512, 596, 932, 782]
portrait-shirt bbox=[44, 276, 94, 306]
zodiac-sign-icon bbox=[156, 879, 167, 890]
rashi-simha: ಸಿಂಹ ಉದ್ಯೋಗದಲ್ಲಿ ಪ್ರಗತಿ. ಕುಟುಂಬದ ಸಹಕಾರ. ಖರ್ಚು ನಿಯಂತ್ರಿಸಿ. bbox=[36, 1236, 148, 1280]
adgp-quote-box bbox=[512, 788, 722, 1024]
